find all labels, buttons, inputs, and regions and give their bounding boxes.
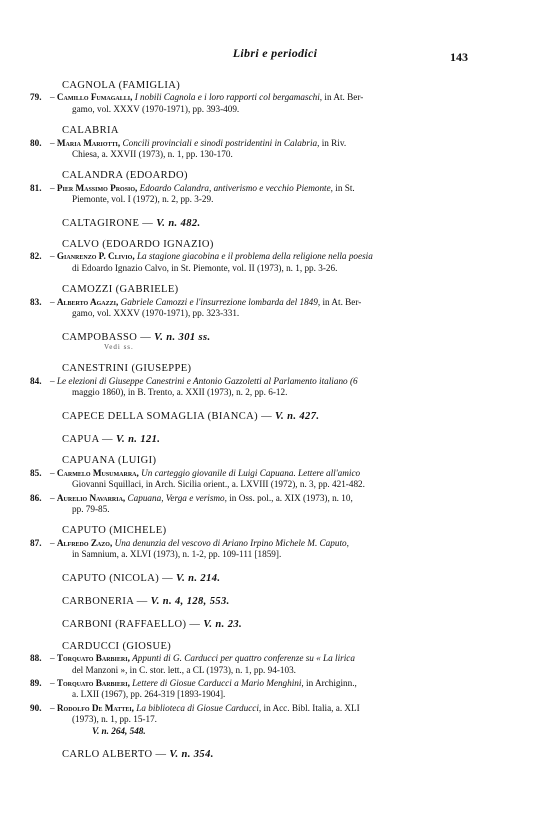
entry-source-cont: a. LXII (1967), pp. 264-319 [1893-1904]. <box>72 689 226 700</box>
xref-subject: CARBONERIA — <box>62 596 151 607</box>
entry-title: Appunti di G. Carducci per quattro conferenze su « La lirica <box>132 653 355 664</box>
entry-title: Edoardo Calandra, antiverismo e vecchio Piemonte, <box>139 182 333 193</box>
entry-source: in St. <box>335 182 355 193</box>
xref-subject: CARBONI (RAFFAELLO) — <box>62 619 204 631</box>
entry-author: Torquato Barbieri, <box>56 653 130 664</box>
entry-number: 80. <box>30 137 42 148</box>
entry-source: in At. Ber- <box>322 296 362 307</box>
section-heading: CALVO (EDOARDO IGNAZIO) <box>62 239 214 251</box>
entry-number: 81. <box>30 182 42 193</box>
xref-target: V. n. 482. <box>156 217 201 229</box>
entry-number: 79. <box>30 92 42 103</box>
section-heading: CAGNOLA (FAMIGLIA) <box>62 80 181 91</box>
entry-source: in Oss. pol., a. XIX (1973), n. 10, <box>229 492 353 503</box>
entry-source-cont: Chiesa, a. XXVII (1973), n. 1, pp. 130-170. <box>72 149 233 160</box>
xref-subject: CARLO ALBERTO — <box>62 749 170 761</box>
xref-target: V. n. 427. <box>275 410 320 422</box>
bibliography-body <box>30 80 470 770</box>
entry-source-cont: di Edoardo Ignazio Calvo, in St. Piemonte, vol. II (1973), n. 1, pp. 3-26. <box>72 262 338 273</box>
xref-subject: CAPECE DELLA SOMAGLIA (BIANCA) — <box>62 410 275 422</box>
entry-author: Alberto Agazzi, <box>56 296 119 307</box>
entry-author: Camillo Fumagalli, <box>56 92 133 103</box>
entry-source: in Riv. <box>321 137 347 148</box>
entry-title: La stagione giacobina e il problema della religione nella poesia <box>136 251 373 262</box>
bibliography-entry: 85. – Carmelo Musumarra, Un carteggio giovanile di Luigi Capuana. Lettere all'amico Giovanni Squillaci, in Arch. Sicilia orient., a. LXVIII (1972), n. 3, pp. 421-482. <box>30 468 470 491</box>
entry-number: 87. <box>30 537 42 548</box>
entry-author: Torquato Barbieri, <box>56 678 130 689</box>
xref-target: V. n. 301 ss. <box>154 331 211 343</box>
entry-author: Aurelio Navarria, <box>56 492 126 503</box>
bibliography-entry: 87. – Alfredo Zazo, Una denunzia del vescovo di Ariano Irpino Michele M. Caputo, in Samnium, a. XLVI (1973), n. 1-2, pp. 109-111 [1859]. <box>30 538 470 561</box>
entry-source-cont: gamo, vol. XXXV (1970-1971), pp. 323-331. <box>72 308 240 319</box>
entry-cross-reference: V. n. 264, 548. <box>92 725 146 736</box>
bibliography-entry: 83. – Alberto Agazzi, Gabriele Camozzi e l'insurrezione lombarda del 1849, in At. Ber- gamo, vol. XXXV (1970-1971), pp. 323-331. <box>30 297 470 320</box>
cross-reference <box>62 573 470 584</box>
entry-number: 83. <box>30 296 42 307</box>
entry-author: Alfredo Zazo, <box>56 537 113 548</box>
entry-number: 82. <box>30 251 42 262</box>
entry-title: Le elezioni di Giuseppe Canestrini e Antonio Gazzoletti al Parlamento italiano (6 <box>56 375 358 386</box>
entry-source-cont: (1973), n. 1, pp. 15-17. <box>72 714 157 725</box>
entry-number: 86. <box>30 492 42 503</box>
section-heading: CAMOZZI (GABRIELE) <box>62 284 179 296</box>
xref-subject: CAMPOBASSO — <box>62 331 155 343</box>
entry-title: Capuana, Verga e verismo, <box>127 492 227 503</box>
entry-author: Rodolfo De Mattei, <box>56 702 134 713</box>
entry-number: 89. <box>30 678 42 689</box>
entry-source: in At. Ber- <box>324 92 364 103</box>
entry-source-cont: pp. 79-85. <box>72 503 110 514</box>
cross-reference <box>62 749 470 760</box>
entry-source-cont: Piemonte, vol. I (1972), n. 2, pp. 3-29. <box>72 194 214 205</box>
bibliography-entry: 79. – Camillo Fumagalli, I nobili Cagnola e i loro rapporti col bergamaschi, in At. Ber- gamo, vol. XXXV (1970-1971), pp. 393-409. <box>30 92 470 115</box>
entry-author: Carmelo Musumarra, <box>56 467 139 478</box>
entry-source-cont: maggio 1860), in B. Trento, a. XXII (1973), n. 2, pp. 6-12. <box>72 387 288 398</box>
entry-number: 85. <box>30 467 42 478</box>
bibliography-entry: 81. – Pier Massimo Prosio, Edoardo Calandra, antiverismo e vecchio Piemonte, in St. Piemonte, vol. I (1972), n. 2, pp. 3-29. <box>30 183 470 206</box>
bibliography-entry: 84. – Le elezioni di Giuseppe Canestrini e Antonio Gazzoletti al Parlamento italiano (6 maggio 1860), in B. Trento, a. XXII (1973), n. 2, pp. 6-12. <box>30 376 470 399</box>
entry-source-cont: gamo, vol. XXXV (1970-1971), pp. 393-409. <box>72 103 240 114</box>
bibliography-entry: 90. – Rodolfo De Mattei, La biblioteca di Giosue Carducci, in Acc. Bibl. Italia, a. XLI (1973), n. 1, pp. 15-17. V. n. 264, 548. <box>30 703 470 737</box>
xref-subject: CALTAGIRONE — <box>62 217 157 229</box>
entry-source: in Acc. Bibl. Italia, a. XLI <box>263 702 360 713</box>
cross-reference <box>62 434 470 445</box>
xref-note: Vedi ss. <box>104 342 134 351</box>
cross-reference <box>62 218 470 229</box>
section-heading: CALABRIA <box>62 125 119 137</box>
cross-reference <box>62 596 470 607</box>
section-heading: CANESTRINI (GIUSEPPE) <box>62 363 192 375</box>
xref-target: V. n. 4, 128, 553. <box>150 596 230 607</box>
section-heading: CALANDRA (EDOARDO) <box>62 170 188 182</box>
cross-reference <box>62 411 470 422</box>
entry-title: Gabriele Camozzi e l'insurrezione lombarda del 1849, <box>120 296 321 307</box>
cross-reference <box>62 619 470 630</box>
entry-number: 90. <box>30 702 42 713</box>
entry-title: Un carteggio giovanile di Luigi Capuana. Lettere all'amico <box>141 467 361 478</box>
section-heading: CAPUANA (LUIGI) <box>62 455 157 467</box>
entry-title: Lettere di Giosue Carducci a Mario Menghini, <box>132 678 304 689</box>
entry-author: Gianrenzo P. Clivio, <box>56 251 135 262</box>
entry-title: Concili provinciali e sinodi postridentini in Calabria, <box>122 137 320 148</box>
running-title: Libri e periodici <box>232 46 318 60</box>
entry-source-cont: Giovanni Squillaci, in Arch. Sicilia orient., a. LXVIII (1972), n. 3, pp. 421-482. <box>72 479 365 490</box>
section-heading: CARDUCCI (GIOSUE) <box>62 640 172 652</box>
entry-number: 84. <box>30 375 42 386</box>
xref-target: V. n. 121. <box>115 433 161 445</box>
xref-subject: CAPUTO (NICOLA) — <box>62 572 177 584</box>
xref-target: V. n. 354. <box>169 749 214 761</box>
section-heading: CAPUTO (MICHELE) <box>62 525 167 537</box>
page-number: 143 <box>450 50 468 64</box>
entry-number: 88. <box>30 653 42 664</box>
entry-title: I nobili Cagnola e i loro rapporti col bergamaschi, <box>134 92 323 103</box>
xref-target: V. n. 23. <box>203 619 243 631</box>
bibliography-entry: 80. – Maria Mariotti, Concili provinciali e sinodi postridentini in Calabria, in Riv. Chiesa, a. XXVII (1973), n. 1, pp. 130-170. <box>30 138 470 161</box>
bibliography-entry: 88. – Torquato Barbieri, Appunti di G. Carducci per quattro conferenze su « La lirica del Manzoni », in C. stor. lett., a CL (1973), n. 1, pp. 94-103. <box>30 653 470 676</box>
entry-source-cont: in Samnium, a. XLVI (1973), n. 1-2, pp. 109-111 [1859]. <box>72 549 282 560</box>
xref-target: V. n. 214. <box>176 572 221 584</box>
bibliography-entry: 86. – Aurelio Navarria, Capuana, Verga e verismo, in Oss. pol., a. XIX (1973), n. 10, pp. 79-85. <box>30 493 470 516</box>
entry-source: in Archiginn., <box>306 678 357 689</box>
entry-source-cont: del Manzoni », in C. stor. lett., a CL (1973), n. 1, pp. 94-103. <box>72 664 296 675</box>
entry-author: Pier Massimo Prosio, <box>56 182 138 193</box>
entry-author: Maria Mariotti, <box>56 137 121 148</box>
bibliography-entry: 82. – Gianrenzo P. Clivio, La stagione giacobina e il problema della religione nella poesia di Edoardo Ignazio Calvo, in St. Piemonte, vol. II (1973), n. 1, pp. 3-26. <box>30 251 470 274</box>
bibliography-entry: 89. – Torquato Barbieri, Lettere di Giosue Carducci a Mario Menghini, in Archiginn., a. LXII (1967), pp. 264-319 [1893-1904]. <box>30 678 470 701</box>
entry-title: Una denunzia del vescovo di Ariano Irpino Michele M. Caputo, <box>114 537 349 548</box>
xref-subject: CAPUA — <box>62 433 116 445</box>
entry-title: La biblioteca di Giosue Carducci, <box>136 702 262 713</box>
